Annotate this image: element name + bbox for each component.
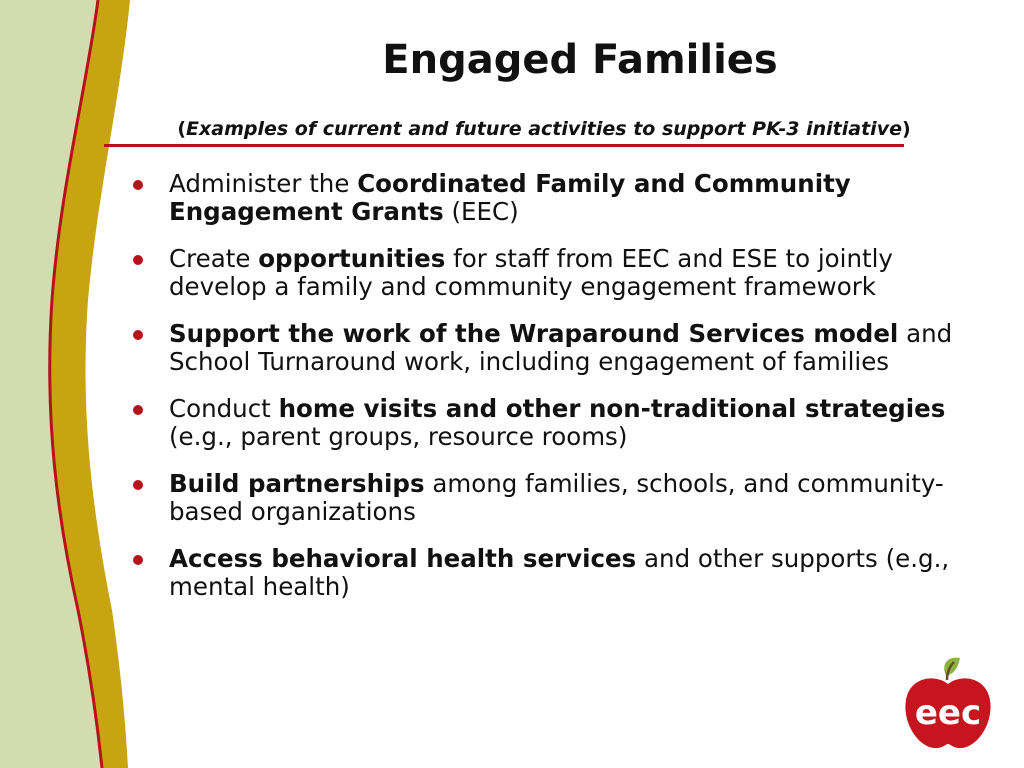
bullet-emphasis: Coordinated Family and Community Engagement Grants — [169, 169, 851, 226]
subtitle-text: Examples of current and future activities to support PK-3 initiative — [186, 118, 902, 140]
bullet-text: and School Turnaround work, including engagement of families — [169, 319, 953, 376]
bullet-dot — [133, 555, 143, 565]
bullet-emphasis: Build partnerships — [169, 469, 425, 498]
bullet-text: and other supports (e.g., mental health) — [169, 544, 950, 601]
bullet-dot — [133, 405, 143, 415]
bullet-item — [130, 395, 980, 450]
bullet-text: (e.g., parent groups, resource rooms) — [169, 421, 628, 451]
subtitle-close-paren: ) — [901, 118, 911, 140]
bullet-item — [130, 470, 980, 525]
logo-text: eec — [914, 693, 982, 733]
bullet-dot — [133, 255, 143, 265]
bullet-item — [130, 170, 980, 225]
slide-subtitle — [98, 116, 990, 142]
title-divider — [104, 144, 904, 147]
slide-title: Engaged Families — [382, 37, 778, 83]
bullet-dot — [133, 480, 143, 490]
bullet-text: (EEC) — [443, 196, 519, 226]
subtitle-open-paren: ( — [177, 118, 187, 140]
bullet-text: Conduct — [169, 394, 279, 423]
bullet-list — [130, 170, 980, 620]
bullet-text: among families, schools, and community-based organizations — [169, 469, 944, 526]
eec-apple-logo — [898, 654, 998, 754]
bullet-emphasis: Support the work of the Wraparound Services model — [169, 319, 899, 348]
bullet-emphasis: home visits and other non-traditional strategies — [278, 394, 946, 423]
bullet-text: Create — [169, 244, 259, 273]
bullet-item — [130, 320, 980, 375]
bullet-text: Administer the — [169, 169, 358, 198]
bullet-emphasis: opportunities — [258, 244, 446, 273]
bullet-dot — [133, 330, 143, 340]
bullet-item — [130, 545, 980, 600]
bullet-text: for staff from EEC and ESE to jointly develop a family and community engagement framework — [169, 244, 893, 301]
bullet-dot — [133, 180, 143, 190]
bullet-emphasis: Access behavioral health services — [169, 544, 637, 573]
bullet-item — [130, 245, 980, 300]
